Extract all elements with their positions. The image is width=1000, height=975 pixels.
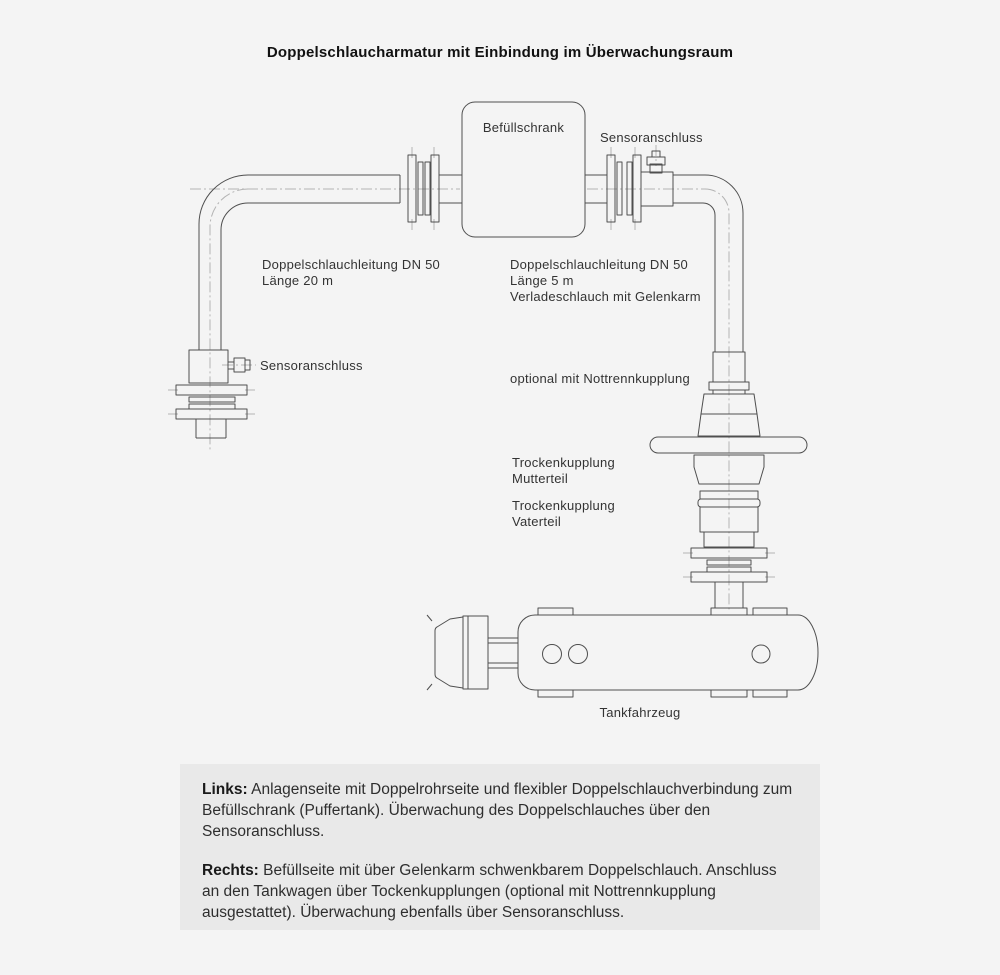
label-tankfahrzeug: Tankfahrzeug (599, 705, 681, 720)
label-sensoranschluss-left: Sensoranschluss (260, 358, 363, 373)
label-right-hose-line: Doppelschlauchleitung DN 50 Länge 5 m Verladeschlauch mit Gelenkarm (510, 257, 701, 304)
legend-left-paragraph (202, 779, 798, 842)
legend-box (180, 764, 820, 930)
sensor-connection-left (189, 350, 250, 383)
label-sensoranschluss-top: Sensoranschluss (600, 130, 703, 145)
label-trockenkupplung-mutterteil: Trockenkupplung Mutterteil (512, 455, 615, 486)
truck-cab (427, 615, 488, 690)
truck-chassis (488, 638, 518, 668)
label-optional-nottrennkupplung: optional mit Nottrennkupplung (510, 371, 690, 386)
legend-right-paragraph (202, 860, 798, 923)
label-left-hose-line: Doppelschlauchleitung DN 50 Länge 20 m (262, 257, 441, 288)
tank-truck (427, 608, 818, 697)
tank-body (518, 615, 818, 690)
label-trockenkupplung-vaterteil: Trockenkupplung Vaterteil (512, 498, 615, 529)
legend-left-label: Links: (202, 781, 248, 798)
left-flange-pair (408, 155, 462, 222)
legend-right-text: Befüllseite mit über Gelenkarm schwenkbarem Doppelschlauch. Anschluss an den Tankwagen über Tockenkupplungen (optional mit Nottrennkupplung ausgestattet). Überwachung ebenfalls über Sensoranschluss. (202, 862, 777, 921)
legend-left-text: Anlagenseite mit Doppelrohrseite und flexibler Doppelschlauchverbindung zum Befüllschrank (Puffertank). Überwachung des Doppelschlauches über den Sensoranschluss. (202, 781, 793, 840)
left-bottom-flange-pair (176, 385, 247, 438)
page-title: Doppelschlaucharmatur mit Einbindung im Überwachungsraum (266, 44, 734, 61)
legend-right-label: Rechts: (202, 862, 259, 879)
sensor-connection-right (641, 151, 673, 206)
label-befuellschrank: Befüllschrank (482, 120, 565, 135)
